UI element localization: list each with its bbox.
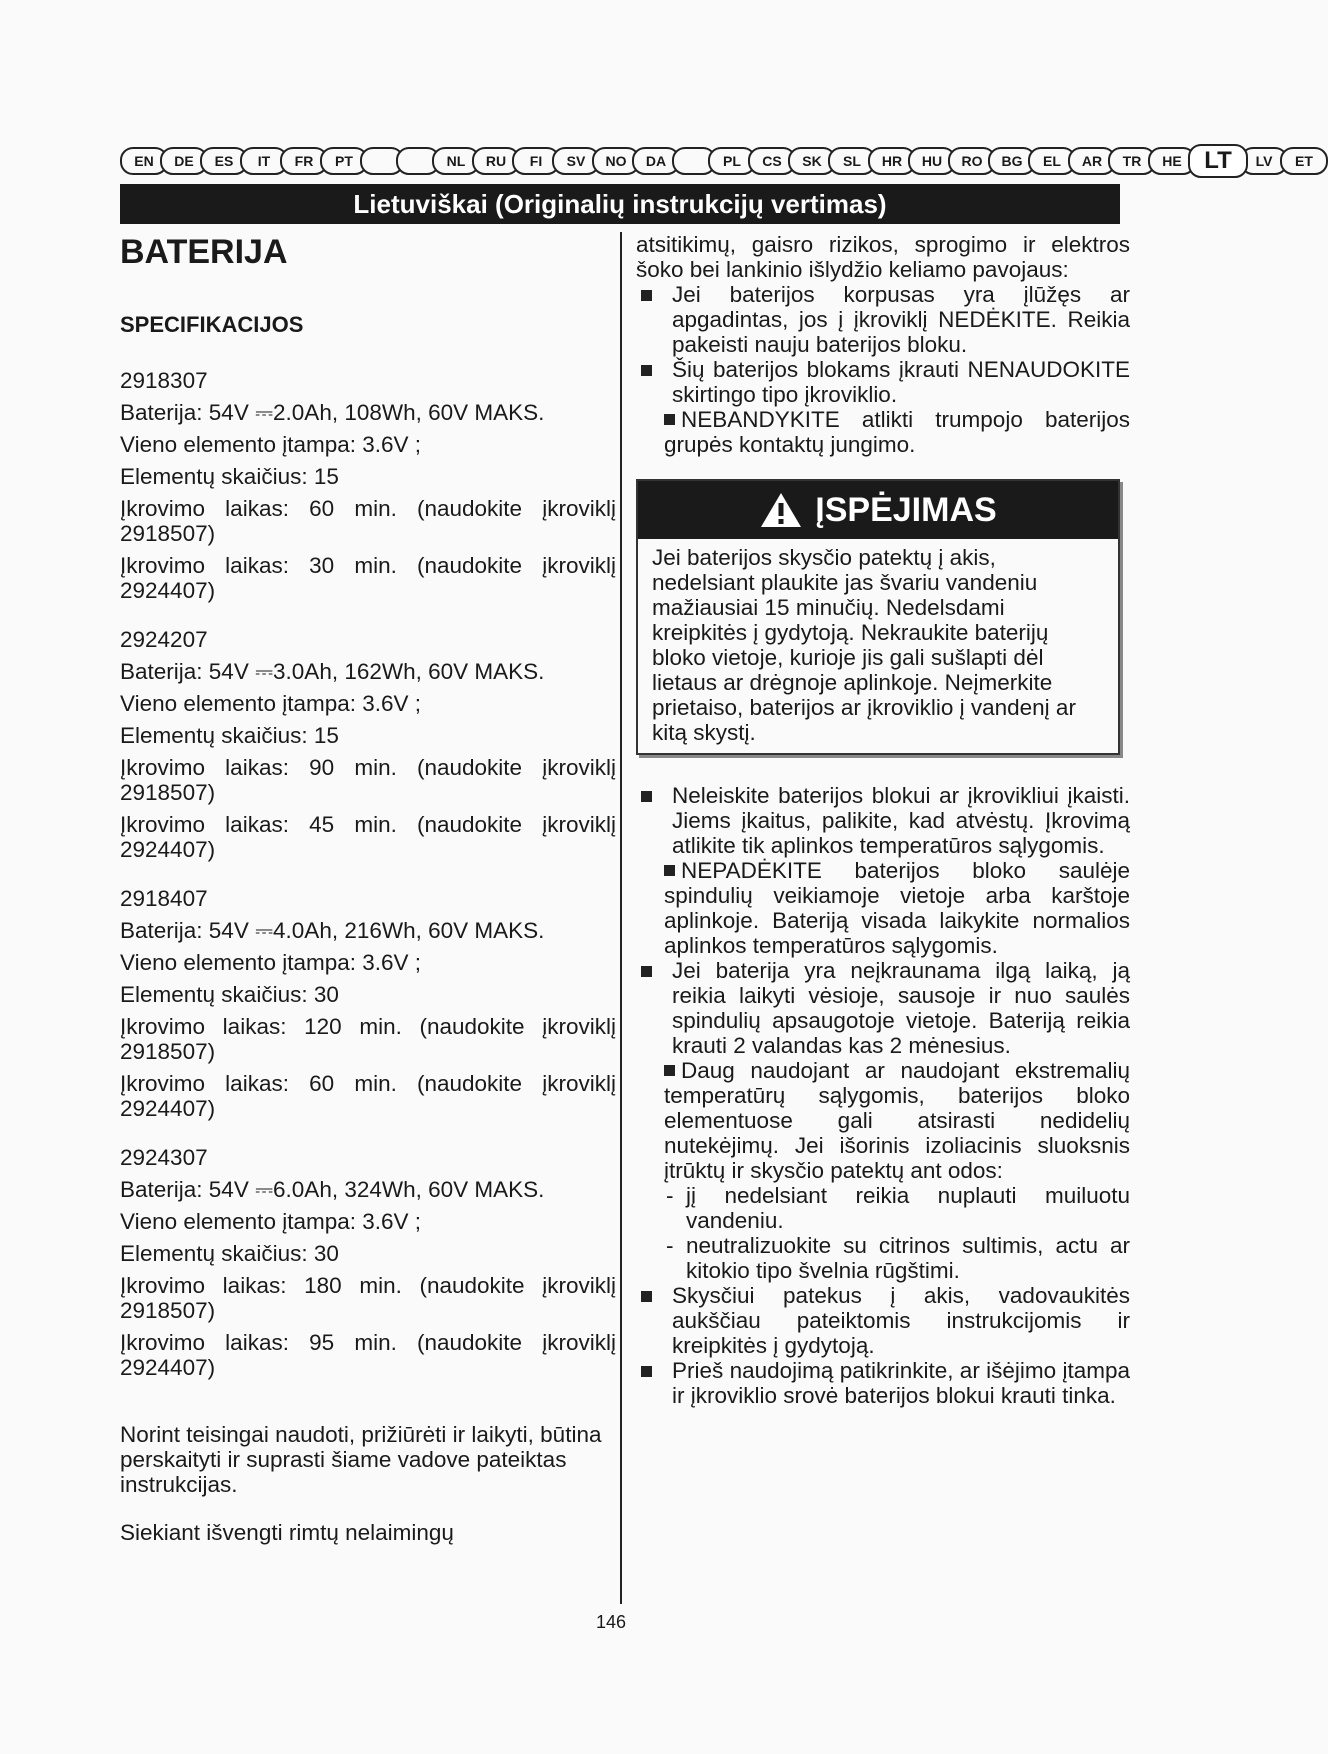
bullet-text: Prieš naudojimą patikrinkite, ar išėjimo įtampa ir įkroviklio srovė baterijos blokui krauti tinka.: [672, 1358, 1130, 1408]
closing-paragraph: Norint teisingai naudoti, prižiūrėti ir laikyti, būtina perskaityti ir suprasti šiame vadove pateiktas instrukcijas.: [120, 1422, 602, 1497]
safety-bullet: [636, 357, 1130, 407]
spec-cell-count: Elementų skaičius: 15: [120, 464, 339, 489]
safety-bullet: [636, 1283, 1130, 1358]
spec-model: 2924207: [120, 627, 208, 652]
lang-tab-tr[interactable]: TR: [1108, 147, 1156, 175]
spec-cell-voltage: Vieno elemento įtampa: 3.6V ;: [120, 432, 422, 457]
dash-text: neutralizuokite su citrinos sultimis, actu ar kitokio tipo švelnia rūgštimi.: [686, 1233, 1130, 1283]
spec-model: 2918307: [120, 368, 208, 393]
right-column: [636, 232, 1130, 1408]
column-divider: [620, 232, 622, 1604]
safety-bullet: [636, 783, 1130, 858]
lang-tab-fi[interactable]: FI: [512, 147, 560, 175]
safety-bullet-inline: [636, 1058, 1130, 1183]
lang-tab-hu[interactable]: HU: [908, 147, 956, 175]
lang-tab-es[interactable]: ES: [200, 147, 248, 175]
lang-tab-ro[interactable]: RO: [948, 147, 996, 175]
page-number: 146: [596, 1612, 627, 1632]
safety-intro: atsitikimų, gaisro rizikos, sprogimo ir elektros šoko bei lankinio išlydžio keliamo pavojaus:: [636, 232, 1130, 282]
lang-tab-it[interactable]: IT: [240, 147, 288, 175]
warning-header: [638, 481, 1118, 539]
warning-body: Jei baterijos skysčio patektų į akis, nedelsiant plaukite jas švariu vandeniu mažiausiai 15 minučių. Nedelsdami kreipkitės į gydytoją. Nekraukite baterijų bloko vietoje, kurioje jis gali sušlapti dėl lietaus ar drėgnoje aplinkoje. Neįmerkite prietaiso, baterijos ar įkroviklio į vandenį ar kitą skystį.: [652, 545, 1076, 745]
language-tab-strip: [120, 146, 1313, 176]
spec-charge-time: Įkrovimo laikas: 30 min. (naudokite įkroviklį 2924407): [120, 553, 616, 603]
dash-item: - jį nedelsiant reikia nuplauti muiluotu vandeniu.: [666, 1183, 1130, 1233]
dash-item: - neutralizuokite su citrinos sultimis, actu ar kitokio tipo švelnia rūgštimi.: [666, 1233, 1130, 1283]
spec-battery: Baterija: 54V ⎓2.0Ah, 108Wh, 60V MAKS.: [120, 400, 545, 425]
spec-battery: Baterija: 54V ⎓3.0Ah, 162Wh, 60V MAKS.: [120, 659, 545, 684]
spec-cell-voltage: Vieno elemento įtampa: 3.6V ;: [120, 1209, 422, 1234]
spec-charge-time: Įkrovimo laikas: 180 min. (naudokite įkroviklį 2918507): [120, 1273, 616, 1323]
lang-tab-et[interactable]: ET: [1280, 147, 1328, 175]
safety-bullet-inline: [636, 858, 1130, 958]
warning-triangle-icon: [759, 491, 803, 529]
lang-tab-el[interactable]: EL: [1028, 147, 1076, 175]
closing-paragraph-continued: Siekiant išvengti rimtų nelaimingų: [120, 1519, 454, 1545]
spec-charge-time: Įkrovimo laikas: 120 min. (naudokite įkroviklį 2918507): [120, 1014, 616, 1064]
spec-model: 2924307: [120, 1145, 208, 1170]
spec-cell-count: Elementų skaičius: 30: [120, 1241, 339, 1266]
spec-block: [120, 627, 616, 862]
spec-list: [120, 368, 616, 1380]
safety-bullet: [636, 1358, 1130, 1408]
lang-tab-he[interactable]: HE: [1148, 147, 1196, 175]
lang-tab-ar[interactable]: AR: [1068, 147, 1116, 175]
bullet-square-icon: [641, 365, 652, 376]
warning-title: ĮSPĖJIMAS: [815, 490, 997, 529]
specifications-heading: SPECIFIKACIJOS: [120, 312, 304, 337]
lang-tab-sk[interactable]: SK: [788, 147, 836, 175]
lang-tab-pt[interactable]: PT: [320, 147, 368, 175]
lang-tab-sv[interactable]: SV: [552, 147, 600, 175]
spec-model: 2918407: [120, 886, 208, 911]
bullet-text: Daug naudojant ar naudojant ekstremalių temperatūrų sąlygomis, baterijos bloko elementuose gali atsirasti nedidelių nutekėjimų. Jei išorinis izoliacinis sluoksnis įtrūktų ir skysčio patektų ant odos:: [664, 1058, 1130, 1183]
bullet-text: NEPADĖKITE baterijos bloko saulėje spindulių veikiamoje vietoje arba karštoje aplinkoje. Bateriją visada laikykite normalios aplinkos temperatūros sąlygomis.: [664, 858, 1130, 958]
bullet-square-icon: [641, 290, 652, 301]
lang-tab-cs[interactable]: CS: [748, 147, 796, 175]
bullet-square-icon: [641, 1291, 652, 1302]
spec-cell-count: Elementų skaičius: 30: [120, 982, 339, 1007]
dash-text: jį nedelsiant reikia nuplauti muiluotu vandeniu.: [686, 1183, 1130, 1233]
lang-tab-de[interactable]: DE: [160, 147, 208, 175]
lang-tab-sl[interactable]: SL: [828, 147, 876, 175]
spec-block: [120, 886, 616, 1121]
bullet-text: Jei baterija yra neįkraunama ilgą laiką, ją reikia laikyti vėsioje, sausoje ir nuo saulės spindulių apsaugotoje vietoje. Bateriją reikia krauti 2 valandas kas 2 mėnesius.: [672, 958, 1130, 1058]
lang-tab-nl[interactable]: NL: [432, 147, 480, 175]
bullet-text: Neleiskite baterijos blokui ar įkrovikliui įkaisti. Jiems įkaitus, palikite, kad atvėstų. Įkrovimą atlikite tik aplinkos temperatūros sąlygomis.: [672, 783, 1130, 858]
spec-cell-count: Elementų skaičius: 15: [120, 723, 339, 748]
spec-cell-voltage: Vieno elemento įtampa: 3.6V ;: [120, 691, 422, 716]
spec-charge-time: Įkrovimo laikas: 60 min. (naudokite įkroviklį 2918507): [120, 496, 616, 546]
section-title: Lietuviškai (Originalių instrukcijų vertimas): [353, 188, 887, 219]
bullet-text: Šių baterijos blokams įkrauti NENAUDOKITE skirtingo tipo įkroviklio.: [672, 357, 1130, 407]
lang-tab-da[interactable]: DA: [632, 147, 680, 175]
bullet-square-icon: [641, 791, 652, 802]
bullet-square-icon: [664, 1065, 675, 1076]
warning-box: [636, 479, 1120, 755]
bullet-text: Skysčiui patekus į akis, vadovaukitės aukščiau pateiktomis instrukcijomis ir kreipkitės į gydytoją.: [672, 1283, 1130, 1358]
bullet-square-icon: [641, 1366, 652, 1377]
spec-charge-time: Įkrovimo laikas: 45 min. (naudokite įkroviklį 2924407): [120, 812, 616, 862]
lang-tab-fr[interactable]: FR: [280, 147, 328, 175]
spec-cell-voltage: Vieno elemento įtampa: 3.6V ;: [120, 950, 422, 975]
spec-charge-time: Įkrovimo laikas: 60 min. (naudokite įkroviklį 2924407): [120, 1071, 616, 1121]
bullet-text: Jei baterijos korpusas yra įlūžęs ar apgadintas, jos į įkroviklį NEDĖKITE. Reikia pakeisti nauju baterijos bloku.: [672, 282, 1130, 357]
section-title-bar: [120, 184, 1120, 224]
bullet-square-icon: [641, 966, 652, 977]
left-column: [120, 232, 616, 1545]
lang-tab-lt[interactable]: LT: [1188, 144, 1248, 178]
bullet-square-icon: [664, 414, 675, 425]
spec-charge-time: Įkrovimo laikas: 95 min. (naudokite įkroviklį 2924407): [120, 1330, 616, 1380]
spec-block: [120, 368, 616, 603]
spec-charge-time: Įkrovimo laikas: 90 min. (naudokite įkroviklį 2918507): [120, 755, 616, 805]
lang-tab-lv[interactable]: LV: [1240, 147, 1288, 175]
lang-tab-en[interactable]: EN: [120, 147, 168, 175]
bullet-square-icon: [664, 865, 675, 876]
spec-block: [120, 1145, 616, 1380]
lang-tab-bg[interactable]: BG: [988, 147, 1036, 175]
lang-tab-pl[interactable]: PL: [708, 147, 756, 175]
lang-tab-ru[interactable]: RU: [472, 147, 520, 175]
spec-battery: Baterija: 54V ⎓4.0Ah, 216Wh, 60V MAKS.: [120, 918, 545, 943]
bullet-text: NEBANDYKITE atlikti trumpojo baterijos grupės kontaktų jungimo.: [664, 407, 1130, 457]
lang-tab-hr[interactable]: HR: [868, 147, 916, 175]
safety-bullet: [636, 282, 1130, 357]
page-heading: BATERIJA: [120, 233, 288, 271]
safety-bullet-inline: [636, 407, 1130, 457]
spec-battery: Baterija: 54V ⎓6.0Ah, 324Wh, 60V MAKS.: [120, 1177, 545, 1202]
lang-tab-no[interactable]: NO: [592, 147, 640, 175]
safety-bullet: [636, 958, 1130, 1058]
